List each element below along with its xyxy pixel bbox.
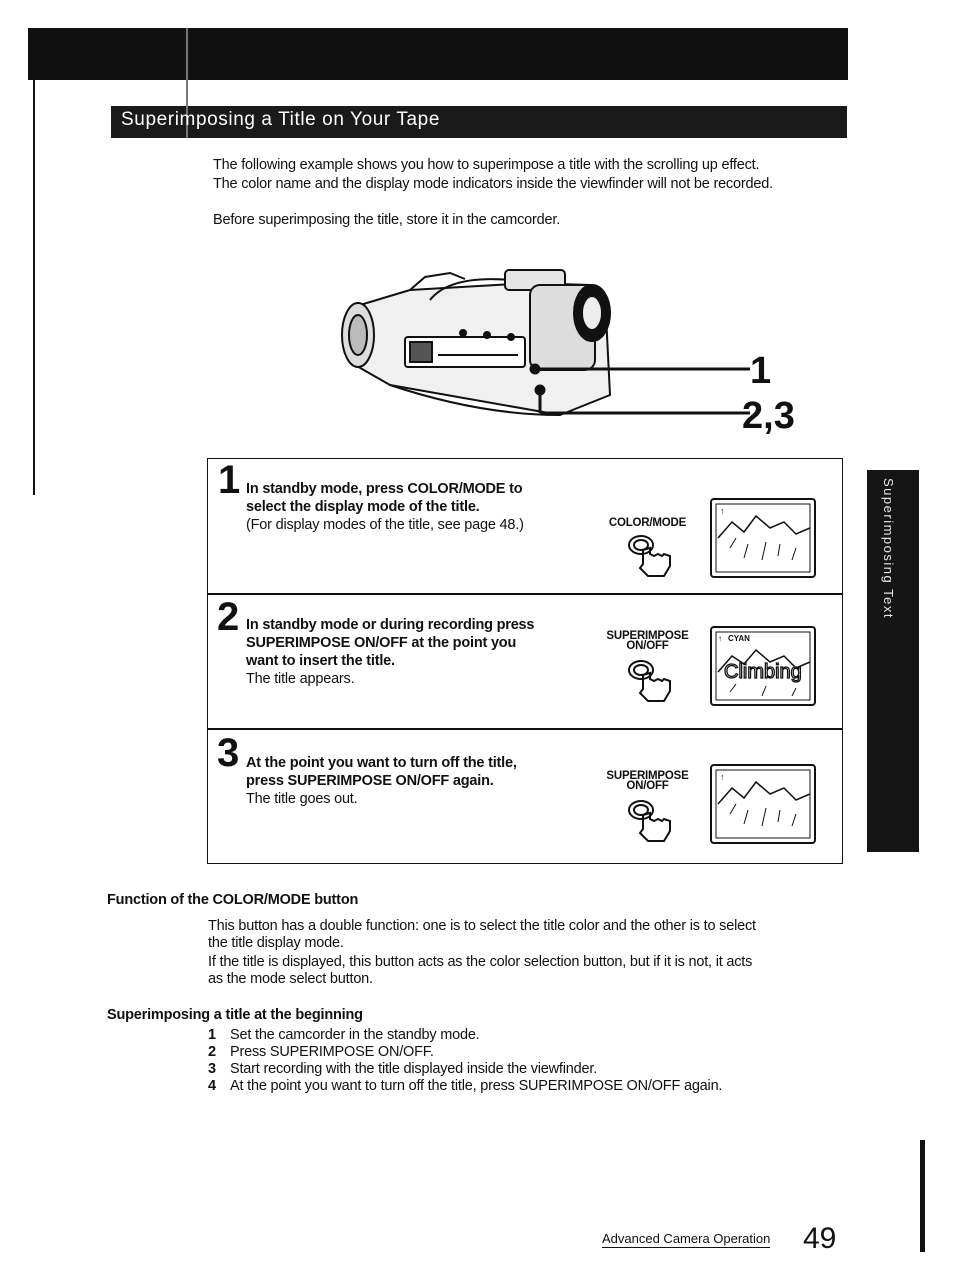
step-2-normal-1: The title appears. [246, 671, 355, 687]
step-2-bold-1: In standby mode or during recording press [246, 617, 535, 633]
step-1-bold-2: select the display mode of the title. [246, 499, 480, 515]
step-2-bold-3: want to insert the title. [246, 653, 395, 669]
intro-line-3: Before superimposing the title, store it in the camcorder. [213, 212, 561, 228]
callout-1: 1 [750, 350, 772, 392]
left-margin-rule [33, 80, 35, 495]
step-2-bold-2: SUPERIMPOSE ON/OFF at the point you [246, 635, 517, 651]
step-1-number: 1 [218, 458, 241, 502]
side-tab-label: Superimposing Text [881, 478, 896, 619]
page-title: Superimposing a Title on Your Tape [121, 109, 440, 130]
step-2-viewfinder-screen [710, 626, 816, 706]
step-3-bold-2: press SUPERIMPOSE ON/OFF again. [246, 773, 494, 789]
step-3-normal-1: The title goes out. [246, 791, 358, 807]
step-3-viewfinder-screen [710, 764, 816, 844]
color-mode-button-label: COLOR/MODE [608, 517, 687, 529]
page-number: 49 [803, 1222, 837, 1255]
camcorder-illustration [330, 265, 810, 435]
svg-text:↑: ↑ [718, 634, 722, 643]
step-1-viewfinder-screen [710, 498, 816, 578]
right-margin-bar [920, 1140, 925, 1252]
function-p1a: This button has a double function: one is to select the title color and the other is to select [208, 918, 756, 934]
superimpose-button-label-3: SUPERIMPOSE ON/OFF [606, 770, 689, 792]
step-3-bold-1: At the point you want to turn off the title, [246, 755, 517, 771]
side-tab [867, 470, 919, 852]
step-2-number: 2 [217, 595, 240, 639]
list-item: 2 Press SUPERIMPOSE ON/OFF. [208, 1044, 434, 1060]
step-1-text [246, 480, 586, 534]
callout-2-3: 2,3 [742, 395, 795, 435]
step-1-normal-1: (For display modes of the title, see page 48.) [246, 517, 524, 533]
svg-text:↑: ↑ [720, 506, 725, 516]
screen-title-text: Climbing [724, 661, 802, 683]
step-1-hand-press-icon [626, 532, 676, 578]
step-3-text [246, 754, 586, 808]
svg-text:↑: ↑ [720, 772, 725, 782]
function-p2a: If the title is displayed, this button acts as the color selection button, but if it is not, it acts [208, 954, 753, 970]
footer-section-label: Advanced Camera Operation [602, 1231, 771, 1246]
list-item: 3 Start recording with the title displayed inside the viewfinder. [208, 1061, 598, 1077]
step-3-number: 3 [217, 731, 240, 775]
beginning-heading: Superimposing a title at the beginning [107, 1007, 363, 1023]
step-divider-1 [207, 593, 843, 595]
step-2-hand-press-icon [626, 657, 676, 703]
function-p2b: as the mode select button. [208, 971, 373, 987]
step-2-text [246, 616, 586, 688]
screen-color-indicator: CYAN [728, 634, 750, 643]
function-p1b: the title display mode. [208, 935, 344, 951]
step-divider-2 [207, 728, 843, 730]
superimpose-button-label-2: SUPERIMPOSE ON/OFF [606, 630, 689, 652]
list-item: 1 Set the camcorder in the standby mode. [208, 1027, 480, 1043]
list-item: 4 At the point you want to turn off the title, press SUPERIMPOSE ON/OFF again. [208, 1078, 723, 1094]
beginning-list [208, 1027, 858, 1095]
intro-line-2: The color name and the display mode indicators inside the viewfinder will not be recorded. [213, 176, 773, 192]
intro-line-1: The following example shows you how to superimpose a title with the scrolling up effect. [213, 157, 760, 173]
function-heading: Function of the COLOR/MODE button [107, 892, 359, 908]
top-black-band [28, 28, 848, 80]
step-1-bold-1: In standby mode, press COLOR/MODE to [246, 481, 523, 497]
function-body [208, 918, 858, 988]
step-3-hand-press-icon [626, 797, 676, 843]
